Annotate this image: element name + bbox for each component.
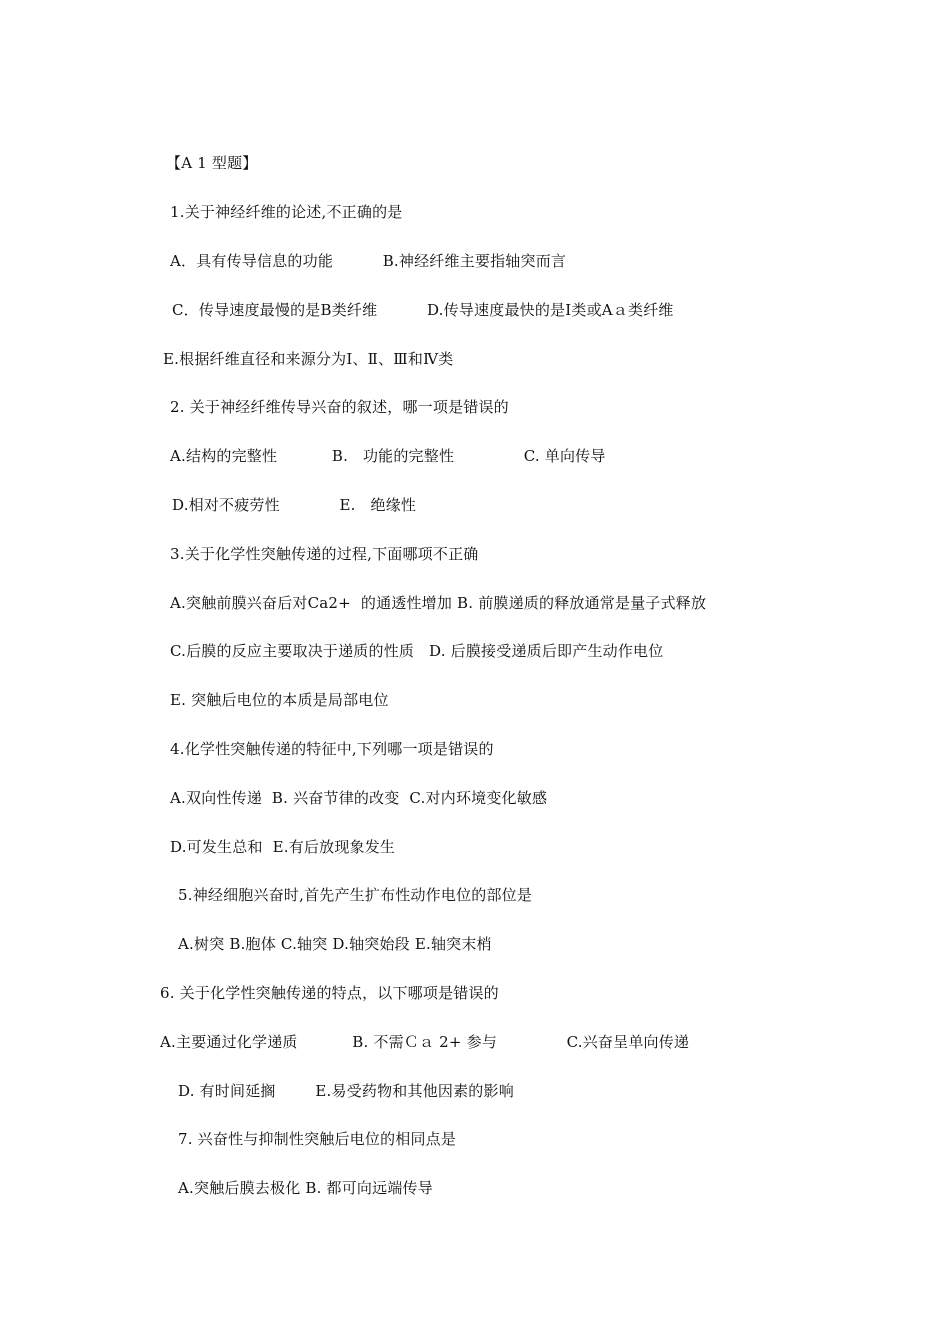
question-1-options-ab: A．具有传导信息的功能 B.神经纤维主要指轴突而言 [170, 252, 567, 270]
question-3-option-e: E. 突触后电位的本质是局部电位 [170, 691, 389, 709]
question-1: 1.关于神经纤维的论述,不正确的是 [170, 203, 403, 221]
question-3-options-cd: C.后膜的反应主要取决于递质的性质 D. 后膜接受递质后即产生动作电位 [170, 642, 664, 660]
question-4: 4.化学性突触传递的特征中,下列哪一项是错误的 [170, 740, 494, 758]
question-4-options-de: D.可发生总和 E.有后放现象发生 [170, 838, 396, 856]
question-7-options-ab: A.突触后膜去极化 B. 都可向远端传导 [178, 1179, 433, 1197]
question-5: 5.神经细胞兴奋时,首先产生扩布性动作电位的部位是 [178, 886, 533, 904]
question-5-options: A.树突 B.胞体 C.轴突 D.轴突始段 E.轴突末梢 [178, 935, 492, 953]
question-6: 6. 关于化学性突触传递的特点，以下哪项是错误的 [160, 984, 499, 1002]
question-4-options-abc: A.双向性传递 B. 兴奋节律的改变 C.对内环境变化敏感 [170, 789, 548, 807]
question-2-options-de: D.相对不疲劳性 E. 绝缘性 [172, 496, 417, 514]
question-2: 2. 关于神经纤维传导兴奋的叙述，哪一项是错误的 [170, 398, 509, 416]
question-6-options-abc: A.主要通过化学递质 B. 不需Ｃａ 2+ 参与 C.兴奋呈单向传递 [160, 1033, 690, 1051]
question-1-option-e: E.根据纤维直径和来源分为Ⅰ、Ⅱ、Ⅲ和Ⅳ类 [163, 350, 454, 368]
question-7: 7. 兴奋性与抑制性突触后电位的相同点是 [178, 1130, 457, 1148]
question-3: 3.关于化学性突触传递的过程,下面哪项不正确 [170, 545, 479, 563]
question-1-options-cd: C．传导速度最慢的是B类纤维 D.传导速度最快的是Ⅰ类或Aａ类纤维 [172, 301, 674, 319]
question-6-options-de: D. 有时间延搁 E.易受药物和其他因素的影响 [178, 1082, 514, 1100]
question-3-options-ab: A.突触前膜兴奋后对Ca2+ 的通透性增加 B. 前膜递质的释放通常是量子式释放 [170, 594, 707, 612]
question-2-options-abc: A.结构的完整性 B. 功能的完整性 C. 单向传导 [170, 447, 606, 465]
section-title: 【A 1 型题】 [166, 154, 258, 172]
